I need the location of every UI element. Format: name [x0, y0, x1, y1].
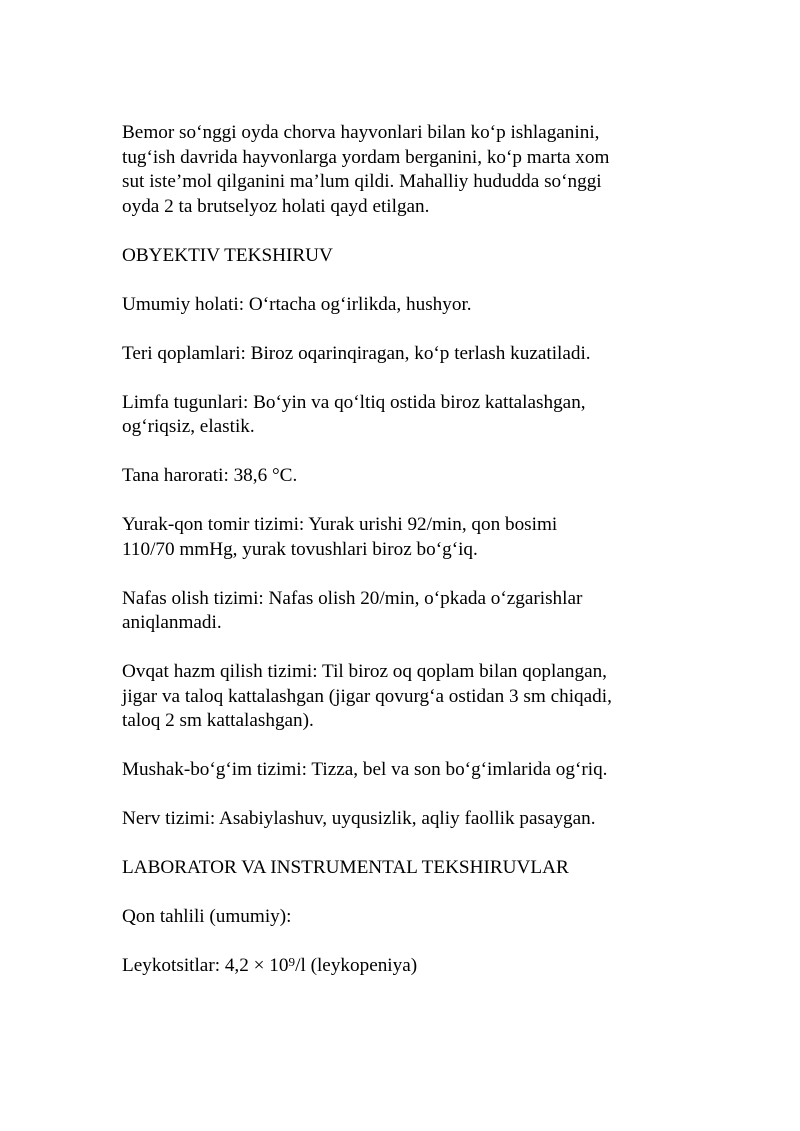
paragraph-spacer — [122, 783, 682, 808]
section-heading-lab: LABORATOR VA INSTRUMENTAL TEKSHIRUVLAR — [122, 857, 569, 878]
paragraph-spacer — [122, 268, 682, 293]
digestive-paragraph: Ovqat hazm qilish tizimi: Til biroz oq qoplam bilan qoplangan, jigar va taloq kattalashgan (jigar qovurg‘a ostidan 3 sm chiqadi, taloq 2 sm kattalashgan). — [122, 661, 612, 731]
temperature-paragraph: Tana harorati: 38,6 °C. — [122, 465, 298, 486]
paragraph-spacer — [122, 366, 682, 391]
musculoskeletal-paragraph: Mushak-bo‘g‘im tizimi: Tizza, bel va son bo‘g‘imlarida og‘riq. — [122, 759, 608, 780]
respiratory-paragraph: Nafas olish tizimi: Nafas olish 20/min, o‘pkada o‘zgarishlar aniqlanmadi. — [122, 587, 583, 633]
paragraph-spacer — [122, 562, 682, 587]
paragraph-spacer — [122, 636, 682, 661]
paragraph-spacer — [122, 489, 682, 514]
document-page — [122, 121, 682, 979]
paragraph-spacer — [122, 881, 682, 906]
paragraph-spacer — [122, 440, 682, 465]
blood-test-heading: Qon tahlili (umumiy): — [122, 906, 292, 927]
nervous-system-paragraph: Nerv tizimi: Asabiylashuv, uyqusizlik, aqliy faollik pasaygan. — [122, 808, 596, 829]
section-heading-objective: OBYEKTIV TEKSHIRUV — [122, 244, 333, 266]
paragraph-spacer — [122, 734, 682, 759]
lymph-nodes-paragraph: Limfa tugunlari: Bo‘yin va qo‘ltiq ostida biroz kattalashgan, og‘riqsiz, elastik. — [122, 391, 586, 437]
paragraph-spacer — [122, 832, 682, 857]
paragraph-spacer — [122, 930, 682, 955]
cardiovascular-paragraph: Yurak-qon tomir tizimi: Yurak urishi 92/min, qon bosimi 110/70 mmHg, yurak tovushlari biroz bo‘g‘iq. — [122, 514, 558, 560]
anamnesis-paragraph: Bemor so‘nggi oyda chorva hayvonlari bilan ko‘p ishlaganini, tug‘ish davrida hayvonlarga yordam berganini, ko‘p marta xom sut iste’mol qilganini ma’lum qildi. Mahalliy hududda so‘nggi oyda 2 ta brutselyoz holati qayd etilgan. — [122, 122, 610, 217]
leukocytes-paragraph: Leykotsitlar: 4,2 × 10⁹/l (leykopeniya) — [122, 955, 418, 976]
general-state-paragraph: Umumiy holati: O‘rtacha og‘irlikda, hushyor. — [122, 293, 472, 315]
paragraph-spacer — [122, 219, 682, 244]
paragraph-spacer — [122, 317, 682, 342]
skin-paragraph: Teri qoplamlari: Biroz oqarinqiragan, ko‘p terlash kuzatiladi. — [122, 342, 591, 364]
